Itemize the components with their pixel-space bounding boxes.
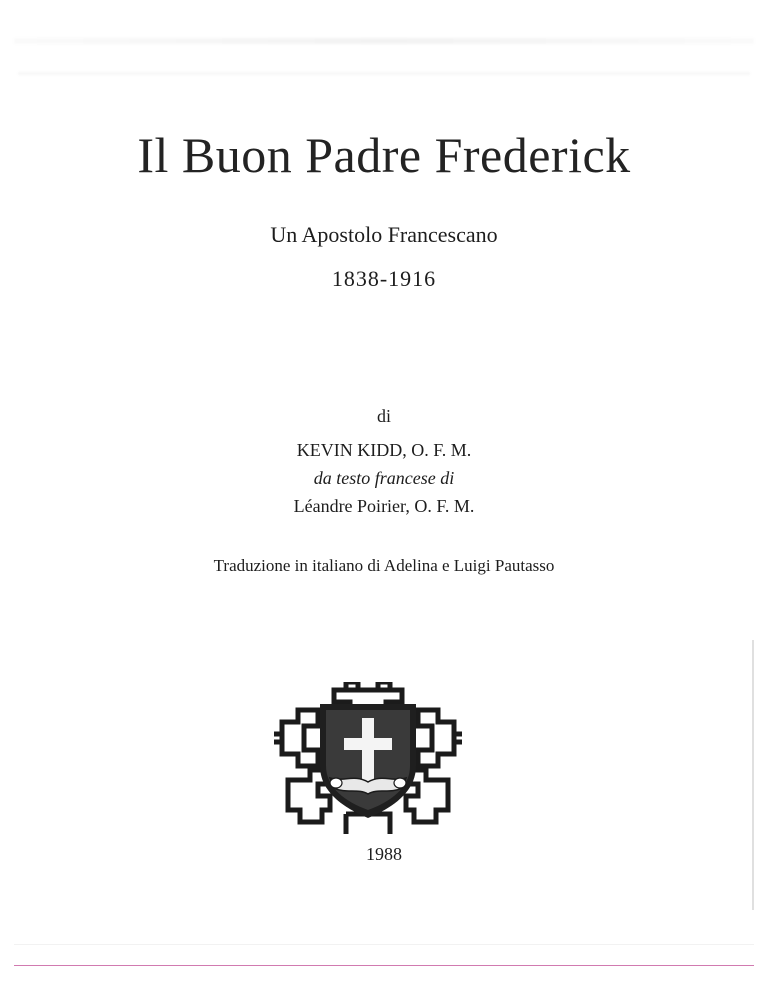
scan-artifact-bottom bbox=[14, 944, 754, 945]
bottom-rule bbox=[14, 965, 754, 966]
scan-artifact-right-edge bbox=[752, 640, 754, 910]
book-subtitle: Un Apostolo Francescano bbox=[270, 222, 498, 247]
publication-year: 1988 bbox=[366, 844, 402, 864]
book-title: Il Buon Padre Frederick bbox=[137, 127, 631, 183]
scan-artifact-top bbox=[14, 38, 754, 44]
franciscan-coat-of-arms-icon bbox=[274, 682, 462, 834]
from-french-text-label: da testo francese di bbox=[313, 468, 455, 488]
scan-artifact-top-secondary bbox=[18, 72, 750, 75]
translation-credit: Traduzione in italiano di Adelina e Luigi Pautasso bbox=[213, 556, 555, 575]
author-name: KEVIN KIDD, O. F. M. bbox=[296, 440, 472, 460]
life-years: 1838-1916 bbox=[331, 266, 437, 291]
by-label: di bbox=[376, 406, 391, 426]
original-author-name: Léandre Poirier, O. F. M. bbox=[293, 496, 475, 516]
